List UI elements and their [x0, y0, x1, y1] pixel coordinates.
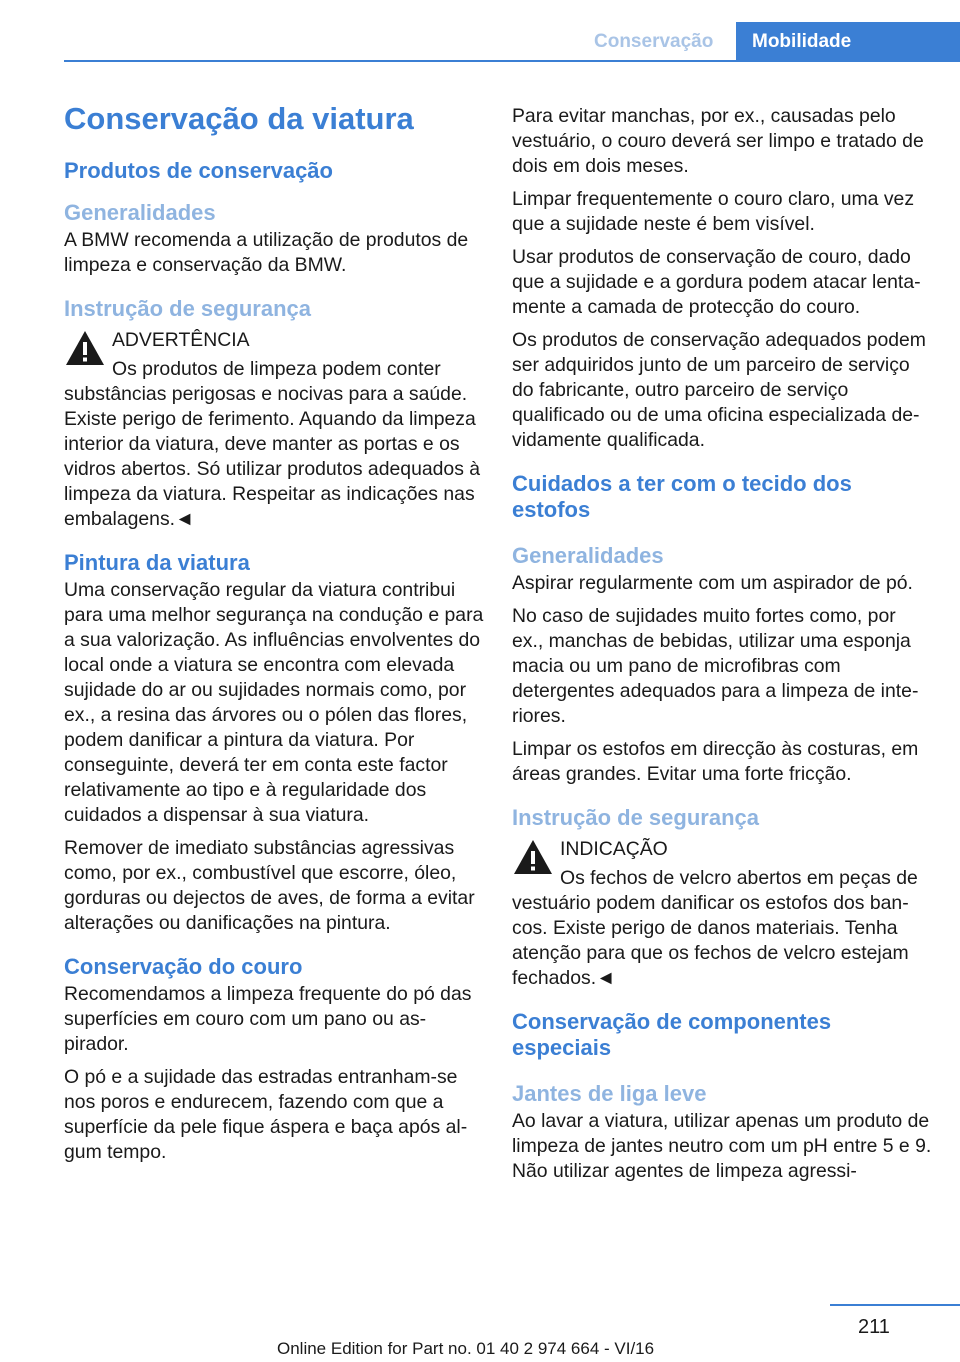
special-heading: Conservação de componentes especiais: [512, 1009, 832, 1060]
leather-text-5: Usar produtos de conservação de couro, dado que a sujidade e a gordura podem atacar lentamente a camada de protecção do couro.: [512, 246, 921, 318]
leather-heading: Conservação do couro: [64, 954, 303, 979]
wheels-text: Ao lavar a viatura, utilizar apenas um produto de limpeza de jantes neutro com um pH entre 5 e 9. Não utilizar agentes de limpeza agressi-: [512, 1110, 932, 1182]
page-number: 211: [858, 1316, 890, 1338]
leather-text-6: Os produtos de conservação adequados podem ser adquiridos junto de um parceiro de serviço do fabricante, outro parceiro de serviço qualificado ou de uma oficina especializada devidamente qualificada.: [512, 329, 926, 451]
tab-conservacao[interactable]: Conservação: [594, 31, 714, 52]
notice-text: vestuário podem danificar os estofos dos bancos. Existe perigo de danos materiais. Tenha atenção para que os fechos de velcro estejam fechados.◄: [512, 892, 909, 989]
safety-heading: Instrução de segurança: [64, 296, 311, 321]
tab-mobilidade[interactable]: Mobilidade: [736, 22, 960, 62]
leather-text-4: Limpar frequentemente o couro claro, uma vez que a sujidade neste é bem visível.: [512, 188, 915, 235]
footer-rule: [830, 1304, 960, 1306]
general-text: A BMW recomenda a utilização de produtos de limpeza e conservação da BMW.: [64, 229, 469, 276]
fabric-text-3: Limpar os estofos em direcção às costuras, em áreas grandes. Evitar uma forte fricção.: [512, 738, 919, 785]
notice-text-first: Os fechos de velcro abertos em peças de: [560, 867, 918, 889]
leather-text-1: Recomendamos a limpeza frequente do pó das superfícies em couro com um pano ou aspirador.: [64, 983, 472, 1055]
general-heading: Generalidades: [64, 200, 216, 225]
notice-title: INDICAÇÃO: [560, 838, 668, 860]
warning-text: substâncias perigosas e nocivas para a saúde. Existe perigo de ferimento. Aquando da limpeza interior da viatura, deve manter as portas e os vidros abertos. Só utilizar produtos adequados à limpeza da viatura. Respeitar as indicações nas embalagens.◄: [64, 383, 481, 530]
warning-icon: [512, 837, 554, 877]
warning-icon: [64, 328, 106, 368]
fabric-text-1: Aspirar regularmente com um aspirador de pó.: [512, 572, 913, 594]
page-title: Conservação da viatura: [64, 101, 414, 136]
edition-text: Online Edition for Part no. 01 40 2 974 664 - VI/16: [277, 1339, 655, 1358]
fabric-heading: Cuidados a ter com o tecido dos estofos: [512, 471, 852, 522]
paint-text-2: Remover de imediato substâncias agressivas como, por ex., combustível que escorre, óleo, gorduras ou dejectos de aves, de forma a evitar alterações ou danificações na pintura.: [64, 837, 475, 934]
fabric-text-2: No caso de sujidades muito fortes como, por ex., manchas de bebidas, utilizar uma esponja macia ou um pano de microfibras com detergentes adequados para a limpeza de interiores.: [512, 605, 919, 727]
fabric-safety-heading: Instrução de segurança: [512, 805, 759, 830]
notice-block: [512, 837, 932, 991]
leather-text-2: O pó e a sujidade das estradas entranham-se nos poros e endurecem, fazendo com que a superfície da pele fique áspera e baça após algum tempo.: [64, 1066, 468, 1163]
products-heading: Produtos de conservação: [64, 158, 333, 183]
warning-block: [64, 328, 484, 532]
right-column: [512, 104, 932, 1192]
wheels-heading: Jantes de liga leve: [512, 1081, 707, 1106]
warning-text-first: Os produtos de limpeza podem conter: [112, 358, 441, 380]
fabric-general-heading: Generalidades: [512, 543, 664, 568]
leather-text-3: Para evitar manchas, por ex., causadas pelo vestuário, o couro deverá ser limpo e tratado de dois em dois meses.: [512, 105, 924, 177]
paint-text-1: Uma conservação regular da viatura contribui para uma melhor segurança na condução e para a sua valorização. As influências envolventes do local onde a viatura se encontra com elevada sujidade do ar ou sujidades normais como, por ex., a resina das árvores ou o pólen das flores, podem danificar a pintura da viatura. Por conseguinte, deverá ter em conta este factor relativamente ao tipo e à regularidade dos cuidados a dispensar à sua viatura.: [64, 579, 484, 826]
paint-heading: Pintura da viatura: [64, 550, 250, 575]
left-column: [64, 100, 484, 1173]
warning-title: ADVERTÊNCIA: [112, 329, 250, 351]
